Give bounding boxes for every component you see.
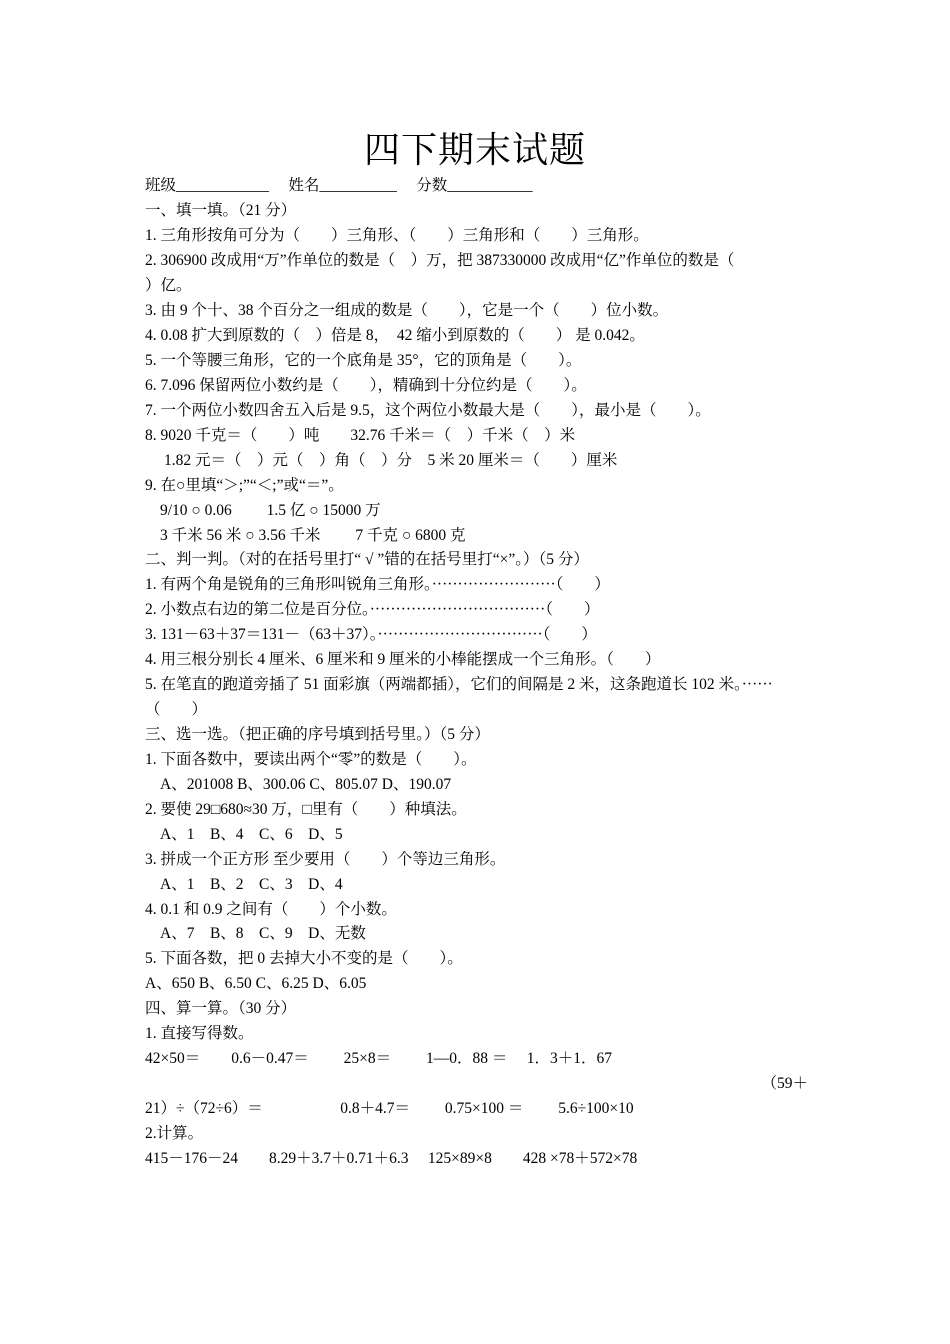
section-heading-judge: 二、判一判。（对的在括号里打“ √ ”错的在括号里打“×”。）（5 分） bbox=[145, 551, 589, 568]
question-text: 3. 由 9 个十、38 个百分之一组成的数是（ ），它是一个（ ）位小数。 bbox=[145, 302, 669, 319]
question-text: 1.82 元＝（ ）元（ ）角（ ）分 5 米 20 厘米＝（ ）厘米 bbox=[164, 452, 618, 469]
question-text: 3. 131－63＋37＝131－（63＋37）。································（ ） bbox=[145, 626, 597, 643]
question-text: 2. 小数点右边的第二位是百分位。··································（ ） bbox=[145, 601, 600, 618]
calc-row: 42×50＝ 0.6－0.47＝ 25×8＝ 1—0．88 ＝ 1．3＋1．67 bbox=[145, 1050, 612, 1067]
section-heading-fill: 一、填一填。（21 分） bbox=[145, 202, 297, 219]
calc-row: 21）÷（72÷6）＝ 0.8＋4.7＝ 0.75×100 ＝ 5.6÷100×10 bbox=[145, 1100, 634, 1117]
question-text: 6. 7.096 保留两位小数约是（ ），精确到十分位约是（ ）。 bbox=[145, 377, 587, 394]
question-text: ）亿。 bbox=[145, 277, 192, 294]
student-info-line: 班级____________ 姓名__________ 分数___________ bbox=[145, 177, 533, 194]
page-title: 四下期末试题 bbox=[363, 130, 586, 170]
question-text: 9. 在○里填“＞;”“＜;”或“＝”。 bbox=[145, 477, 344, 494]
question-text: 2. 306900 改成用“万”作单位的数是（ ）万，把 387330000 改成用“亿”作单位的数是（ bbox=[145, 252, 735, 269]
calc-row: 415－176－24 8.29＋3.7＋0.71＋6.3 125×89×8 428 ×78＋572×78 bbox=[145, 1150, 638, 1167]
question-text: 4. 0.08 扩大到原数的（ ）倍是 8， 42 缩小到原数的（ ） 是 0.042。 bbox=[145, 327, 645, 344]
question-text: 5. 一个等腰三角形，它的一个底角是 35°，它的顶角是（ ）。 bbox=[145, 352, 582, 369]
question-text: 1. 有两个角是锐角的三角形叫锐角三角形。························（ ） bbox=[145, 576, 610, 593]
question-text: 3 千米 56 米 ○ 3.56 千米 7 千克 ○ 6800 克 bbox=[160, 527, 466, 544]
question-text: 9/10 ○ 0.06 1.5 亿 ○ 15000 万 bbox=[160, 502, 381, 519]
question-text: （ ） bbox=[145, 701, 208, 718]
question-text: 2.计算。 bbox=[145, 1125, 204, 1142]
answer-options: A、1 B、2 C、3 D、4 bbox=[160, 876, 343, 893]
question-text: 4. 0.1 和 0.9 之间有（ ）个小数。 bbox=[145, 901, 397, 918]
question-text: 2. 要使 29□680≈30 万，□里有（ ）种填法。 bbox=[145, 801, 467, 818]
question-text: 1. 下面各数中，要读出两个“零”的数是（ ）。 bbox=[145, 751, 477, 768]
question-text: 1. 三角形按角可分为（ ）三角形、（ ）三角形和（ ）三角形。 bbox=[145, 227, 649, 244]
calc-row: （59＋ bbox=[761, 1075, 808, 1092]
question-text: 1. 直接写得数。 bbox=[145, 1025, 254, 1042]
question-text: 5. 下面各数，把 0 去掉大小不变的是（ ）。 bbox=[145, 950, 463, 967]
section-heading-choose: 三、选一选。（把正确的序号填到括号里。）（5 分） bbox=[145, 726, 490, 743]
section-heading-calc: 四、算一算。（30 分） bbox=[145, 1000, 297, 1017]
answer-options: A、1 B、4 C、6 D、5 bbox=[160, 826, 343, 843]
answer-options: A、201008 B、300.06 C、805.07 D、190.07 bbox=[160, 776, 452, 793]
question-text: 8. 9020 千克＝（ ）吨 32.76 千米＝（ ）千米（ ）米 bbox=[145, 427, 576, 444]
answer-options: A、7 B、8 C、9 D、无数 bbox=[160, 925, 366, 942]
question-text: 5. 在笔直的跑道旁插了 51 面彩旗（两端都插），它们的间隔是 2 米，这条跑道长 102 米。······ bbox=[145, 676, 773, 693]
question-text: 4. 用三根分别长 4 厘米、6 厘米和 9 厘米的小棒能摆成一个三角形。（ ） bbox=[145, 651, 661, 668]
answer-options: A、650 B、6.50 C、6.25 D、6.05 bbox=[145, 975, 367, 992]
question-text: 3. 拼成一个正方形 至少要用（ ）个等边三角形。 bbox=[145, 851, 506, 868]
question-text: 7. 一个两位小数四舍五入后是 9.5，这个两位小数最大是（ ），最小是（ ）。 bbox=[145, 402, 711, 419]
